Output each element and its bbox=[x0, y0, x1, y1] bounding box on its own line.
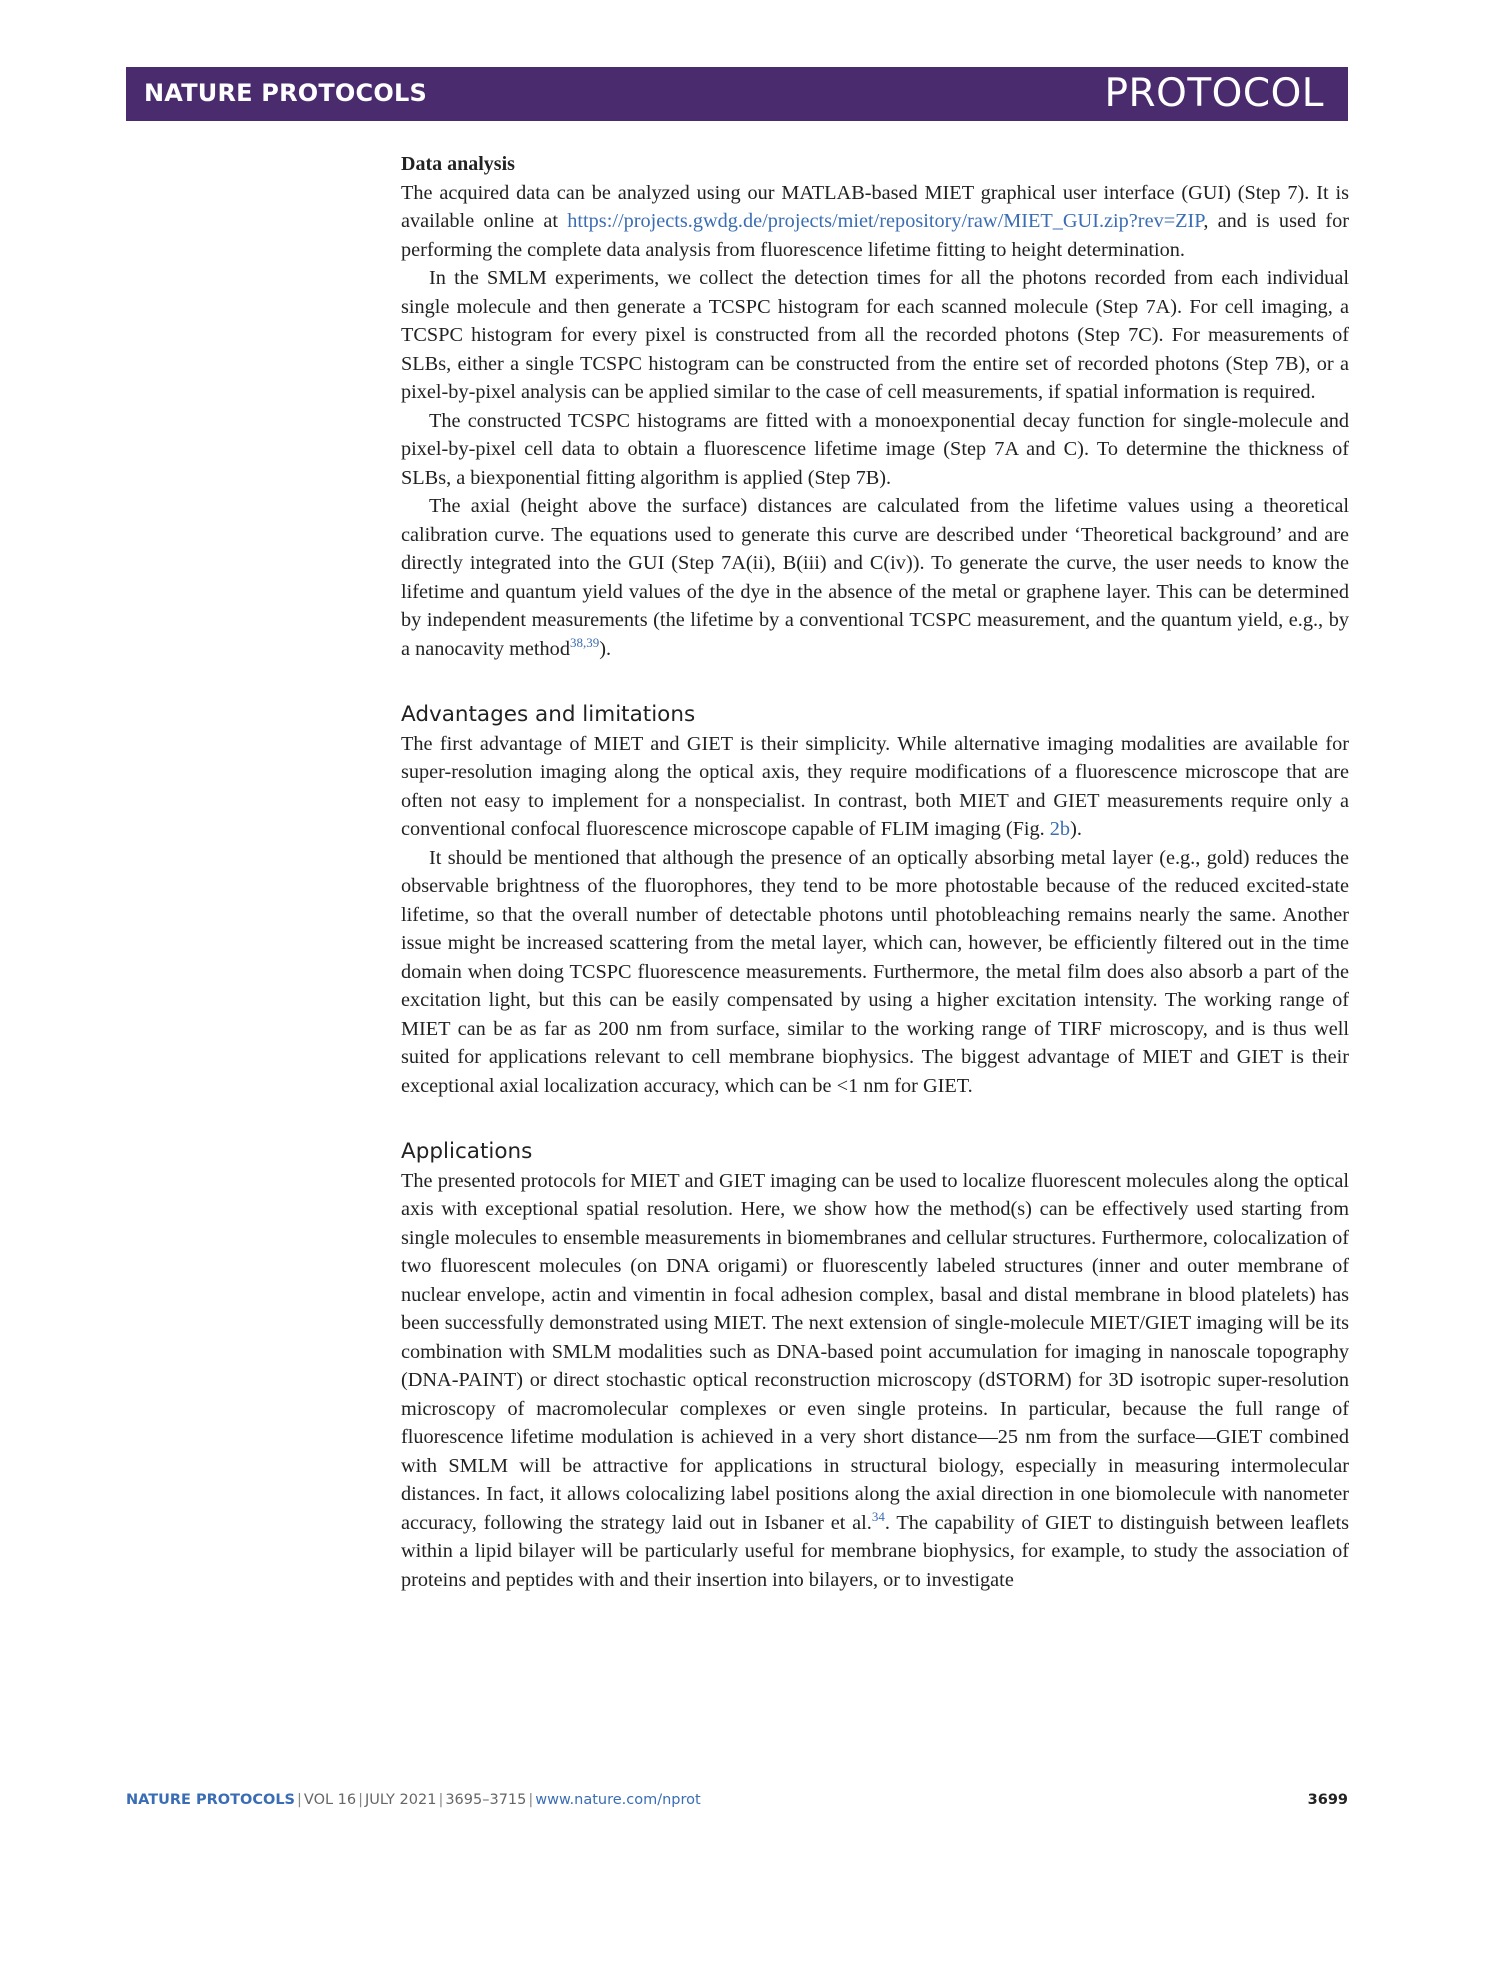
paragraph: The presented protocols for MIET and GIET imaging can be used to localize fluorescent molecules along the optical axis with exceptional spatial resolution. Here, we show how the method(s) can be effectively used starting from single molecules to ensemble measurements in biomembranes and cellular structures. Furthermore, colocalization of two fluorescent molecules (on DNA origami) or fluorescently labeled structures (inner and outer membrane of nuclear envelope, actin and vimentin in focal adhesion complex, basal and distal membrane in blood platelets) has been successfully demonstrated using MIET. The next extension of single-molecule MIET/GIET imaging will be its combination with SMLM modalities such as DNA-based point accumulation for imaging in nanoscale topography (DNA-PAINT) or direct stochastic optical reconstruction microscopy (dSTORM) for 3D isotropic super-resolution microscopy of macromolecular complexes or even single proteins. In particular, because the full range of fluorescence lifetime modulation is achieved in a very short distance—25 nm from the surface—GIET combined with SMLM will be attractive for applications in structural biology, especially in measuring intermolecular distances. In fact, it allows colocalizing label positions along the axial direction in one biomolecule with nanometer accuracy, following the strategy laid out in Isbaner et al.$^{34}$. The capability of GIET to distinguish between leaflets within a lipid bilayer will be particularly useful for membrane biophysics, for example, to study the association of proteins and peptides with and their insertion into bilayers, or to investigate bbox=[401, 1169, 1349, 1591]
figure-link[interactable]: 2b bbox=[1049, 818, 1071, 840]
reference-link[interactable]: 38,39 bbox=[569, 634, 600, 650]
section-heading-applications: Applications bbox=[401, 1139, 533, 1164]
footer-pages: 3695–3715 bbox=[445, 1792, 527, 1808]
section-applications bbox=[401, 1138, 1349, 1594]
footer-volume: VOL 16 bbox=[303, 1792, 357, 1808]
footer-url-link[interactable]: www.nature.com/nprot bbox=[535, 1792, 701, 1808]
journal-header-bar bbox=[126, 67, 1348, 121]
footer-citation: NATURE PROTOCOLS | VOL 16 | JULY 2021 | 3695–3715 | www.nature.com/nprot bbox=[126, 1792, 701, 1808]
section-advantages bbox=[401, 701, 1349, 1100]
footer-date: JULY 2021 bbox=[365, 1792, 437, 1808]
reference-link[interactable]: 34 bbox=[871, 1508, 885, 1524]
page-footer bbox=[126, 1792, 1348, 1816]
footer-journal: NATURE PROTOCOLS bbox=[126, 1792, 296, 1808]
gui-download-link[interactable]: https://projects.gwdg.de/projects/miet/repository/raw/MIET_GUI.zip?rev=ZIP bbox=[567, 210, 1204, 232]
page-number: 3699 bbox=[1307, 1792, 1348, 1808]
paragraph: The constructed TCSPC histograms are fitted with a monoexponential decay function for single-molecule and pixel-by-pixel cell data to obtain a fluorescence lifetime image (Step 7A and C). To determine the thickness of SLBs, a biexponential fitting algorithm is applied (Step 7B). bbox=[401, 409, 1349, 489]
paragraph: The acquired data can be analyzed using our MATLAB-based MIET graphical user interface (GUI) (Step 7). It is available online at https://projects.gwdg.de/projects/miet/repository/raw/MIET_GUI.zip?rev=ZIP, and is used for performing the complete data analysis from fluorescence lifetime fitting to height determination. bbox=[401, 181, 1349, 261]
paragraph: The first advantage of MIET and GIET is their simplicity. While alternative imaging modalities are available for super-resolution imaging along the optical axis, they require modifications of a fluorescence microscope that are often not easy to implement for a nonspecialist. In contrast, both MIET and GIET measurements require only a conventional confocal fluorescence microscope capable of FLIM imaging (Fig. 2b). bbox=[401, 732, 1349, 840]
journal-name: NATURE PROTOCOLS bbox=[144, 79, 427, 107]
paragraph: The axial (height above the surface) distances are calculated from the lifetime values using a theoretical calibration curve. The equations used to generate this curve are described under ‘Theoretical background’ and are directly integrated into the GUI (Step 7A(ii), B(iii) and C(iv)). To generate the curve, the user needs to know the lifetime and quantum yield values of the dye in the absence of the metal or graphene layer. This can be determined by independent measurements (the lifetime by a conventional TCSPC measurement, and the quantum yield, e.g., by a nanocavity method$^{38,39}$). bbox=[401, 495, 1349, 660]
article-type-label: PROTOCOL bbox=[1104, 71, 1324, 116]
paragraph: In the SMLM experiments, we collect the detection times for all the photons recorded from each individual single molecule and then generate a TCSPC histogram for each scanned molecule (Step 7A). For cell imaging, a TCSPC histogram for every pixel is constructed from all the recorded photons (Step 7C). For measurements of SLBs, either a single TCSPC histogram can be constructed from the entire set of recorded photons (Step 7B), or a pixel-by-pixel analysis can be applied similar to the case of cell measurements, if spatial information is required. bbox=[401, 267, 1349, 403]
section-heading-advantages: Advantages and limitations bbox=[401, 702, 696, 727]
section-heading-data-analysis: Data analysis bbox=[401, 153, 515, 175]
section-data-analysis bbox=[401, 150, 1349, 663]
article-body bbox=[401, 150, 1349, 1594]
paragraph: It should be mentioned that although the presence of an optically absorbing metal layer (e.g., gold) reduces the observable brightness of the fluorophores, they tend to be more photostable because of the reduced excited-state lifetime, so that the overall number of detectable photons until photobleaching remains nearly the same. Another issue might be increased scattering from the metal layer, which can, however, be efficiently filtered out in the time domain when doing TCSPC fluorescence measurements. Furthermore, the metal film does also absorb a part of the excitation light, but this can be easily compensated by using a higher excitation intensity. The working range of MIET can be as far as 200 nm from surface, similar to the working range of TIRF microscopy, and is thus well suited for applications relevant to cell membrane biophysics. The biggest advantage of MIET and GIET is their exceptional axial localization accuracy, which can be <1 nm for GIET. bbox=[401, 846, 1349, 1097]
